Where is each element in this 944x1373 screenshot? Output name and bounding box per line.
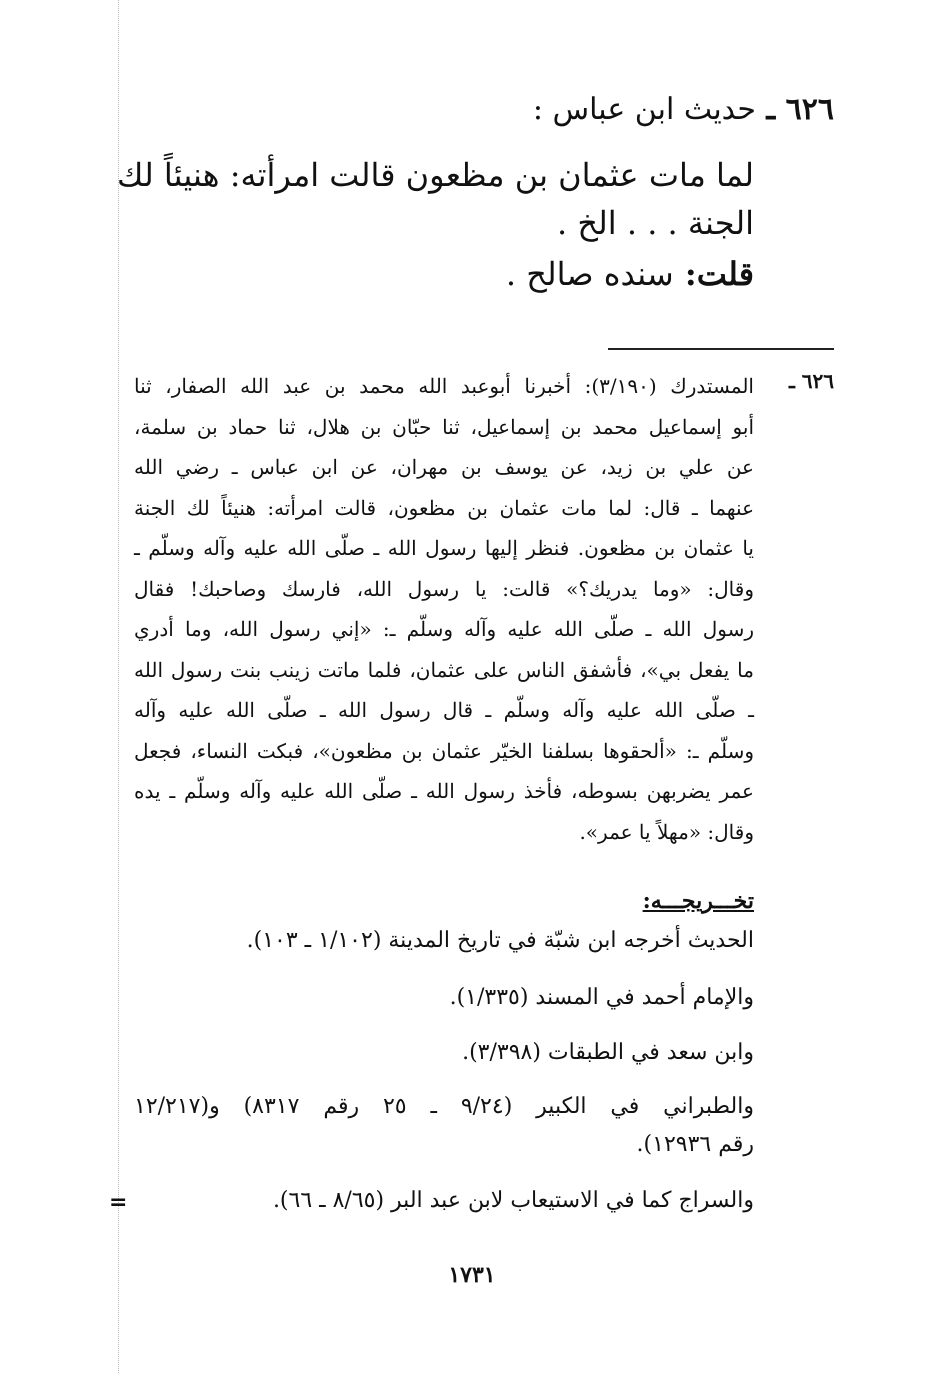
footnote-line: عمر يضربهن بسوطه، فأخذ رسول الله ـ صلّى الله عليه وآله وسلّم ـ يده [134,779,754,803]
takhrij-item: والطبراني في الكبير (٩/٢٤ ـ ٢٥ رقم ٨٣١٧) و(١٢/٢١٧ [134,1094,754,1119]
footnote-number: ٦٢٦ ـ [788,369,834,393]
footnote-line: وقال: «مهلاً يا عمر». [579,819,754,844]
takhrij-item: وابن سعد في الطبقات (٣/٣٩٨). [462,1040,754,1065]
takhrij-item: رقم ١٢٩٣٦). [636,1132,754,1157]
footnote-line: رسول الله ـ صلّى الله عليه وآله وسلّم ـ: «إني رسول الله، وما أدري [134,617,754,641]
hadith-number: ٦٢٦ ـ [766,92,834,127]
footnote-line: أبو إسماعيل محمد بن إسماعيل، ثنا حبّان بن هلال، ثنا حماد بن سلمة، [134,414,754,439]
hadith-heading [533,92,834,127]
footnote-line: ما يفعل بي»، فأشفق الناس على عثمان، فلما ماتت زينب بنت رسول الله [134,657,754,682]
footnote-line: المستدرك (٣/١٩٠): أخبرنا أبوعبد الله محمد بن عبد الله الصفار، ثنا [134,374,754,398]
takhrij-heading: تخـــريجـــه: [642,888,754,914]
page-number: ١٧٣١ [448,1262,496,1288]
verdict-value: سنده صالح . [505,255,674,293]
footnote-line: وقال: «وما يدريك؟» قالت: يا رسول الله، فارسك وصاحبك! فقال [134,576,754,601]
footnote-line: عنهما ـ قال: لما مات عثمان بن مظعون، قالت امرأته: هنيئاً لك الجنة [134,495,754,520]
footnote-line: ـ صلّى الله عليه وآله وسلّم ـ قال رسول الله ـ صلّى الله عليه وآله [134,698,754,722]
hadith-verdict [506,255,754,293]
footnote-body [134,366,754,852]
footnote-line: وسلّم ـ: «ألحقوها بسلفنا الخيّر عثمان بن مظعون»، فبكت النساء، فجعل [134,738,754,763]
hadith-text-line-2: الجنة . . . الخ . [557,204,754,242]
footnote-separator [608,348,834,350]
takhrij-item: والسراج كما في الاستيعاب لابن عبد البر (٨/٦٥ ـ ٦٦). [272,1188,754,1213]
hadith-text-line-1: لما مات عثمان بن مظعون قالت امرأته: هنيئاً لك [117,156,754,194]
footnote-line: يا عثمان بن مظعون. فنظر إليها رسول الله ـ صلّى الله عليه وآله وسلّم ـ [134,536,754,560]
footnote-line: عن علي بن زيد، عن يوسف بن مهران، عن ابن عباس ـ رضي الله [134,455,754,479]
verdict-label: قلت: [684,255,754,293]
margin-dotted-line [118,0,119,1373]
continuation-mark: = [109,1190,128,1215]
hadith-title: حديث ابن عباس : [532,92,756,127]
takhrij-item: والإمام أحمد في المسند (١/٣٣٥). [449,985,754,1010]
takhrij-item: الحديث أخرجه ابن شبّة في تاريخ المدينة (١/١٠٢ ـ ١٠٣). [246,928,754,953]
